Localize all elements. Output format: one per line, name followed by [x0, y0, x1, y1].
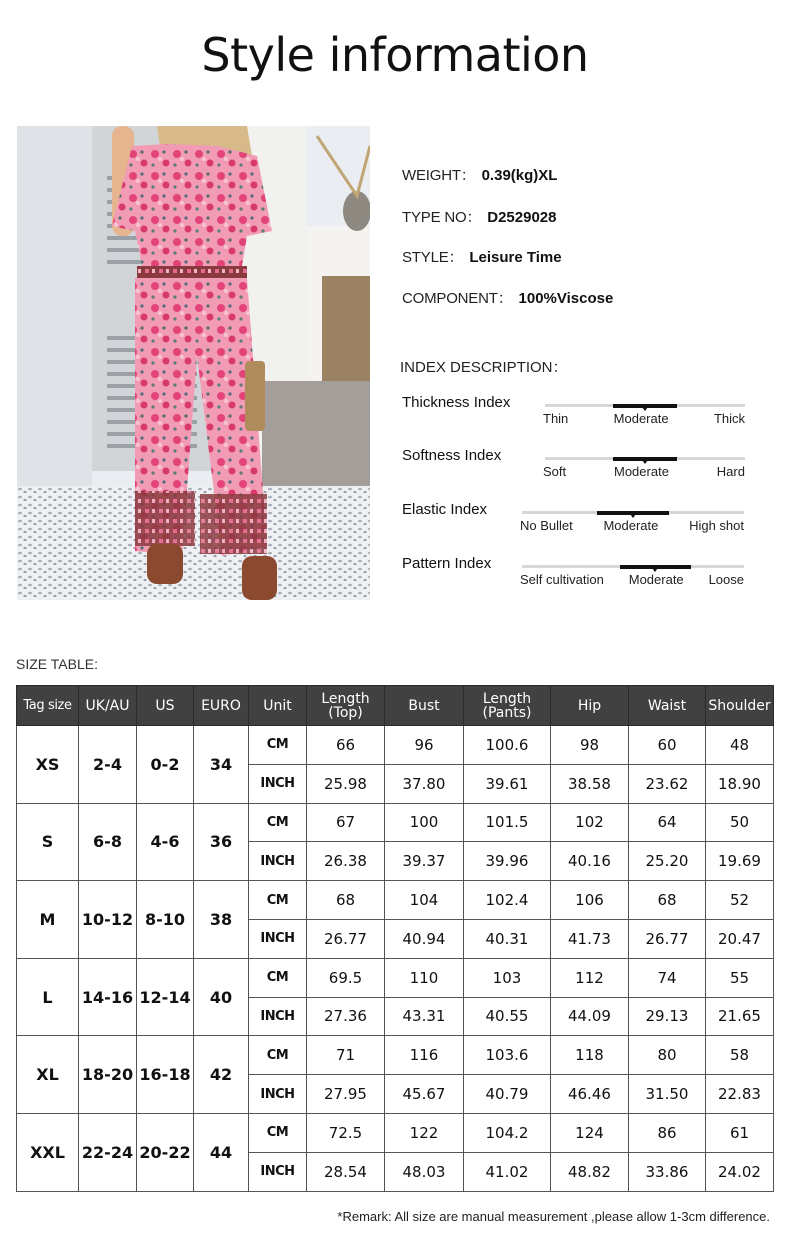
type-no-label: TYPE NO：	[402, 209, 482, 226]
measurement-cell: 40.79	[464, 1075, 551, 1114]
measurement-cell: 33.86	[629, 1152, 706, 1191]
unit-cell: CM	[249, 958, 307, 997]
size-table-header	[17, 686, 774, 726]
unit-cell: INCH	[249, 764, 307, 803]
column-header: Unit	[249, 686, 307, 726]
index-level-high: Thick	[713, 411, 745, 426]
measurement-cell: 67	[307, 803, 385, 842]
measurement-cell: 68	[307, 881, 385, 920]
column-header: Bust	[385, 686, 464, 726]
measurement-cell: 118	[551, 1036, 629, 1075]
size-table	[16, 685, 774, 1192]
product-photo-illustration	[17, 126, 370, 600]
table-row	[17, 1113, 774, 1152]
thickness-index	[402, 394, 747, 434]
index-name: Pattern Index	[402, 555, 492, 572]
euro-cell: 36	[194, 803, 249, 881]
measurement-cell: 122	[385, 1113, 464, 1152]
size-table-label: SIZE TABLE:	[16, 656, 98, 672]
index-level-high: High shot	[689, 518, 744, 533]
measurement-cell: 69.5	[307, 958, 385, 997]
measurement-cell: 20.47	[706, 919, 774, 958]
us-cell: 4-6	[137, 803, 194, 881]
uk-au-cell: 14-16	[79, 958, 137, 1036]
measurement-cell: 116	[385, 1036, 464, 1075]
measurement-cell: 71	[307, 1036, 385, 1075]
measurement-cell: 40.16	[551, 842, 629, 881]
weight-row	[402, 164, 557, 185]
column-header: Length (Pants)	[464, 686, 551, 726]
measurement-cell: 98	[551, 726, 629, 765]
weight-label: WEIGHT：	[402, 167, 476, 184]
unit-cell: CM	[249, 726, 307, 765]
index-description-heading: INDEX DESCRIPTION：	[400, 359, 568, 376]
table-row	[17, 803, 774, 842]
measurement-cell: 43.31	[385, 997, 464, 1036]
tag-size-cell: L	[17, 958, 79, 1036]
softness-index	[402, 447, 747, 487]
measurement-cell: 60	[629, 726, 706, 765]
measurement-cell: 23.62	[629, 764, 706, 803]
measurement-cell: 104	[385, 881, 464, 920]
measurement-cell: 21.65	[706, 997, 774, 1036]
measurement-cell: 19.69	[706, 842, 774, 881]
measurement-cell: 41.73	[551, 919, 629, 958]
unit-cell: INCH	[249, 842, 307, 881]
component-label: COMPONENT：	[402, 290, 513, 307]
column-header: Length (Top)	[307, 686, 385, 726]
index-level-low: Self cultivation	[520, 572, 604, 587]
tag-size-cell: XS	[17, 726, 79, 804]
measurement-cell: 48	[706, 726, 774, 765]
measurement-cell: 22.83	[706, 1075, 774, 1114]
measurement-cell: 26.38	[307, 842, 385, 881]
us-cell: 0-2	[137, 726, 194, 804]
euro-cell: 40	[194, 958, 249, 1036]
us-cell: 8-10	[137, 881, 194, 959]
measurement-cell: 27.95	[307, 1075, 385, 1114]
column-header: Hip	[551, 686, 629, 726]
index-level-low: No Bullet	[520, 518, 573, 533]
measurement-cell: 102.4	[464, 881, 551, 920]
column-header: UK/AU	[79, 686, 137, 726]
table-row	[17, 958, 774, 997]
index-level-low: Soft	[543, 464, 567, 479]
measurement-cell: 46.46	[551, 1075, 629, 1114]
us-cell: 20-22	[137, 1113, 194, 1191]
index-level-mid: Moderate	[614, 464, 669, 479]
measurement-cell: 44.09	[551, 997, 629, 1036]
table-row	[17, 1036, 774, 1075]
column-header: Tag size	[17, 686, 79, 726]
measurement-cell: 38.58	[551, 764, 629, 803]
index-level-high: Loose	[708, 572, 744, 587]
measurement-cell: 45.67	[385, 1075, 464, 1114]
uk-au-cell: 18-20	[79, 1036, 137, 1114]
uk-au-cell: 10-12	[79, 881, 137, 959]
measurement-cell: 25.20	[629, 842, 706, 881]
measurement-cell: 103	[464, 958, 551, 997]
measurement-cell: 103.6	[464, 1036, 551, 1075]
euro-cell: 44	[194, 1113, 249, 1191]
tag-size-cell: XXL	[17, 1113, 79, 1191]
tag-size-cell: S	[17, 803, 79, 881]
index-levels	[543, 411, 745, 426]
measurement-cell: 40.31	[464, 919, 551, 958]
index-name: Thickness Index	[402, 394, 511, 411]
unit-cell: CM	[249, 803, 307, 842]
unit-cell: INCH	[249, 997, 307, 1036]
measurement-cell: 124	[551, 1113, 629, 1152]
weight-value: 0.39(kg)XL	[481, 167, 558, 184]
page-title: Style information	[201, 28, 589, 82]
measurement-cell: 40.94	[385, 919, 464, 958]
measurement-cell: 112	[551, 958, 629, 997]
measurement-cell: 68	[629, 881, 706, 920]
measurement-cell: 102	[551, 803, 629, 842]
index-track	[545, 457, 745, 460]
index-level-high: Hard	[716, 464, 745, 479]
measurement-cell: 28.54	[307, 1152, 385, 1191]
measurement-cell: 101.5	[464, 803, 551, 842]
measurement-cell: 72.5	[307, 1113, 385, 1152]
measurement-cell: 48.82	[551, 1152, 629, 1191]
measurement-cell: 26.77	[629, 919, 706, 958]
index-track	[545, 404, 745, 407]
measurement-cell: 27.36	[307, 997, 385, 1036]
index-track	[522, 565, 744, 568]
measurement-cell: 100	[385, 803, 464, 842]
product-photo	[17, 126, 370, 600]
us-cell: 12-14	[137, 958, 194, 1036]
table-row	[17, 881, 774, 920]
measurement-cell: 31.50	[629, 1075, 706, 1114]
uk-au-cell: 2-4	[79, 726, 137, 804]
index-levels	[520, 572, 744, 587]
measurement-cell: 110	[385, 958, 464, 997]
type-no-row	[402, 206, 556, 227]
tag-size-cell: M	[17, 881, 79, 959]
remark-note: *Remark: All size are manual measurement ,please allow 1-3cm difference.	[337, 1209, 770, 1224]
euro-cell: 34	[194, 726, 249, 804]
us-cell: 16-18	[137, 1036, 194, 1114]
measurement-cell: 86	[629, 1113, 706, 1152]
style-row	[402, 246, 562, 267]
unit-cell: CM	[249, 881, 307, 920]
index-name: Elastic Index	[402, 501, 488, 518]
measurement-cell: 58	[706, 1036, 774, 1075]
index-name: Softness Index	[402, 447, 502, 464]
tag-size-cell: XL	[17, 1036, 79, 1114]
uk-au-cell: 6-8	[79, 803, 137, 881]
measurement-cell: 40.55	[464, 997, 551, 1036]
measurement-cell: 24.02	[706, 1152, 774, 1191]
unit-cell: INCH	[249, 1152, 307, 1191]
measurement-cell: 74	[629, 958, 706, 997]
unit-cell: CM	[249, 1036, 307, 1075]
measurement-cell: 66	[307, 726, 385, 765]
measurement-cell: 64	[629, 803, 706, 842]
index-level-low: Thin	[543, 411, 569, 426]
euro-cell: 38	[194, 881, 249, 959]
column-header: Waist	[629, 686, 706, 726]
index-levels	[520, 518, 744, 533]
index-track	[522, 511, 744, 514]
style-value: Leisure Time	[469, 249, 562, 266]
measurement-cell: 50	[706, 803, 774, 842]
measurement-cell: 96	[385, 726, 464, 765]
measurement-cell: 39.96	[464, 842, 551, 881]
style-label: STYLE：	[402, 249, 464, 266]
measurement-cell: 39.37	[385, 842, 464, 881]
component-row	[402, 287, 613, 308]
measurement-cell: 39.61	[464, 764, 551, 803]
measurement-cell: 61	[706, 1113, 774, 1152]
index-level-mid: Moderate	[603, 518, 659, 533]
unit-cell: CM	[249, 1113, 307, 1152]
measurement-cell: 18.90	[706, 764, 774, 803]
measurement-cell: 55	[706, 958, 774, 997]
index-levels	[543, 464, 745, 479]
measurement-cell: 25.98	[307, 764, 385, 803]
measurement-cell: 80	[629, 1036, 706, 1075]
measurement-cell: 37.80	[385, 764, 464, 803]
column-header: Shoulder	[706, 686, 774, 726]
unit-cell: INCH	[249, 1075, 307, 1114]
index-level-mid: Moderate	[628, 572, 684, 587]
measurement-cell: 26.77	[307, 919, 385, 958]
uk-au-cell: 22-24	[79, 1113, 137, 1191]
measurement-cell: 106	[551, 881, 629, 920]
type-no-value: D2529028	[487, 209, 557, 226]
index-level-mid: Moderate	[613, 411, 669, 426]
component-value: 100%Viscose	[518, 290, 614, 307]
measurement-cell: 100.6	[464, 726, 551, 765]
column-header: US	[137, 686, 194, 726]
column-header: EURO	[194, 686, 249, 726]
elastic-index	[402, 501, 747, 541]
measurement-cell: 29.13	[629, 997, 706, 1036]
measurement-cell: 48.03	[385, 1152, 464, 1191]
measurement-cell: 52	[706, 881, 774, 920]
table-row	[17, 726, 774, 765]
pattern-index	[402, 555, 747, 595]
unit-cell: INCH	[249, 919, 307, 958]
euro-cell: 42	[194, 1036, 249, 1114]
measurement-cell: 41.02	[464, 1152, 551, 1191]
measurement-cell: 104.2	[464, 1113, 551, 1152]
